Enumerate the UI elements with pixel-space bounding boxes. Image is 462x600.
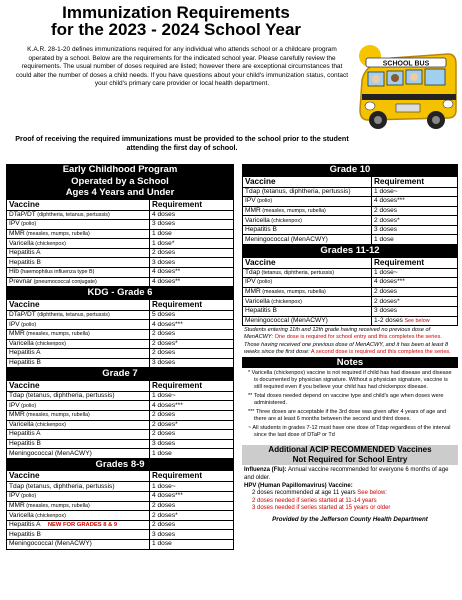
col-requirement: Requirement bbox=[150, 199, 234, 210]
table-row: IPV (polio) 4 doses*** bbox=[243, 278, 458, 288]
acip-header: Additional ACIP RECOMMENDED Vaccines Not Required for School Entry bbox=[242, 445, 458, 465]
table-row: MMR (measles, mumps, rubella) 2 doses bbox=[243, 206, 458, 216]
table-row: IPV (polio) 4 doses*** bbox=[7, 401, 234, 411]
table-row: Hepatitis B 3 doses bbox=[7, 258, 234, 268]
table-row: Hepatitis B 3 doses bbox=[7, 358, 234, 368]
acip-body: Influenza (Flu): Annual vaccine recommended for everyone 6 months of age and older. HPV (Human Papillomavirus) Vaccine: 2 doses recommended at age 11 years See below: 2 doses needed if series started at 11-14 years 3 doses needed if series started at 15 years or older bbox=[244, 467, 449, 512]
kdg-header: KDG - Grade 6 bbox=[6, 287, 234, 299]
table-row: Meningococcal (MenACWY) 1-2 doses See below bbox=[243, 316, 458, 326]
table-row: MMR (measles, mumps, rubella) 2 doses bbox=[7, 329, 234, 339]
school-bus-illustration bbox=[356, 40, 460, 132]
table-row: Varicella (chickenpox) 2 doses* bbox=[7, 420, 234, 430]
grade7-table: Vaccine Requirement Tdap (tetanus, diphtheria, pertussis) 1 dose~ IPV (polio) 4 doses*** MMR (measles, mumps, rubella) 2 doses Varicella (chickenpox) 2 doses* Hepatitis A 2 doses Hepatitis B 3 doses Meningococcal (MenACWY) 1 dose bbox=[6, 380, 234, 459]
title-line-1: Immunization Requirements bbox=[62, 3, 290, 22]
title-line-2: for the 2023 - 2024 School Year bbox=[50, 20, 302, 39]
footer-credit: Provided by the Jefferson County Health Department bbox=[272, 516, 428, 523]
note-item: * Varicella (chickenpox) vaccine is not required if child has had disease and disease is documented by physician signature. Without a physician signature, vaccine is still required even if you believe your child has had chickenpox disease. bbox=[248, 370, 452, 391]
table-row: DTaP/DT (diphtheria, tetanus, pertussis) 5 doses bbox=[7, 310, 234, 320]
notes-list bbox=[242, 368, 458, 443]
col-vaccine: Vaccine bbox=[7, 199, 150, 210]
table-row: Varicella (chickenpox) 2 doses* bbox=[243, 297, 458, 307]
table-row: IPV (polio) 3 doses bbox=[7, 220, 234, 230]
table-row: Hepatitis A NEW FOR GRADES 8 & 9 2 doses bbox=[7, 520, 234, 530]
bus-sign: SCHOOL BUS bbox=[382, 60, 430, 68]
note-item: ~ All students in grades 7-12 must have one dose of Tdap regardless of the interval since the last dose of DTaP or Td bbox=[248, 425, 451, 439]
left-column bbox=[6, 164, 234, 550]
table-row: IPV (polio) 4 doses*** bbox=[7, 492, 234, 502]
table-row: Varicella (chickenpox) 2 doses* bbox=[7, 511, 234, 521]
grade7-header: Grade 7 bbox=[6, 368, 234, 380]
table-row: Hepatitis B 3 doses bbox=[243, 225, 458, 235]
table-row: Hepatitis A 2 doses bbox=[7, 248, 234, 258]
table-row: MMR (measles, mumps, rubella) 2 doses bbox=[7, 501, 234, 511]
table-row: Meningococcal (MenACWY) 1 dose bbox=[7, 449, 234, 459]
table-row: Hepatitis B 3 doses bbox=[7, 439, 234, 449]
note-item: *** Three doses are acceptable if the 3rd dose was given after 4 years of age and there are at least 6 months between the second and third doses. bbox=[248, 409, 447, 423]
table-row: Prevnar (pneumococcal conjugate) 4 doses** bbox=[7, 277, 234, 287]
right-column bbox=[242, 164, 458, 523]
table-row: Varicella (chickenpox) 2 doses* bbox=[7, 339, 234, 349]
table-row: Tdap (tetanus, diphtheria, pertussis) 1 dose~ bbox=[243, 187, 458, 197]
grade89-table: Vaccine Requirement Tdap (tetanus, diphtheria, pertussis) 1 dose~ IPV (polio) 4 doses*** MMR (measles, mumps, rubella) 2 doses Varicella (chickenpox) 2 doses* Hepatitis A NEW FOR GRADES 8 & 9 2 doses Hepatitis B 3 doses Meningococcal (MenACWY) 1 dose bbox=[6, 470, 234, 549]
table-row: Hepatitis B 3 doses bbox=[7, 530, 234, 540]
menacwy-note: Students entering 11th and 12th grade having received no previous dose of MenACWY: One dose is required for school entry and this completes the series. Those having received one previous dose of MenACWY, and it has been at least 8 weeks since the first dose: A second dose is required and this completes the series. bbox=[244, 327, 451, 355]
grade1112-header: Grades 11-12 bbox=[242, 245, 458, 257]
grade10-header: Grade 10 bbox=[242, 164, 458, 176]
table-row: MMR (measles, mumps, rubella) 2 doses bbox=[243, 287, 458, 297]
grade1112-table: Vaccine Requirement Tdap (tetanus, diphtheria, pertussis) 1 dose~ IPV (polio) 4 doses*** MMR (measles, mumps, rubella) 2 doses Varicella (chickenpox) 2 doses* Hepatitis B 3 doses Meningococcal (MenACWY) 1-2 doses See below bbox=[242, 257, 458, 327]
new-for-grades-note: NEW FOR GRADES 8 & 9 bbox=[47, 522, 118, 529]
note-item: ** Total doses needed depend on vaccine type and child's age when doses were administered. bbox=[248, 393, 444, 407]
proof-notice: Proof of receiving the required immunizations must be provided to the school prior to the student attending the first day of school. bbox=[15, 134, 349, 152]
table-row: Varicella (chickenpox) 1 dose* bbox=[7, 239, 234, 249]
notes-header: Notes bbox=[242, 357, 458, 369]
table-row: IPV (polio) 4 doses*** bbox=[243, 197, 458, 207]
table-row: Varicella (chickenpox) 2 doses* bbox=[243, 216, 458, 226]
table-row: Tdap (tetanus, diphtheria, pertussis) 1 dose~ bbox=[7, 391, 234, 401]
table-row: Tdap (tetanus, diphtheria, pertussis) 1 dose~ bbox=[7, 482, 234, 492]
early-childhood-table bbox=[6, 199, 234, 288]
page-title bbox=[0, 4, 352, 38]
table-row: Meningococcal (MenACWY) 1 dose bbox=[7, 540, 234, 550]
early-childhood-header: Early Childhood Program Operated by a School Ages 4 Years and Under bbox=[6, 164, 234, 199]
grade10-table: Vaccine Requirement Tdap (tetanus, diphtheria, pertussis) 1 dose~ IPV (polio) 4 doses*** MMR (measles, mumps, rubella) 2 doses Varicella (chickenpox) 2 doses* Hepatitis B 3 doses Meningococcal (MenACWY) 1 dose bbox=[242, 176, 458, 246]
table-row: DTaP/DT (diphtheria, tetanus, pertussis) 4 doses bbox=[7, 210, 234, 220]
table-row: Hepatitis A 2 doses bbox=[7, 349, 234, 359]
table-row: Hepatitis A 2 doses bbox=[7, 430, 234, 440]
table-row: MMR (measles, mumps, rubella) 1 dose bbox=[7, 229, 234, 239]
kdg-table: Vaccine Requirement DTaP/DT (diphtheria, tetanus, pertussis) 5 doses IPV (polio) 4 doses*** MMR (measles, mumps, rubella) 2 doses Varicella (chickenpox) 2 doses* Hepatitis A 2 doses Hepatitis B 3 doses bbox=[6, 299, 234, 369]
table-row: MMR (measles, mumps, rubella) 2 doses bbox=[7, 411, 234, 421]
grade89-header: Grades 8-9 bbox=[6, 459, 234, 471]
table-row: Meningococcal (MenACWY) 1 dose bbox=[243, 235, 458, 245]
table-row: Hepatitis B 3 doses bbox=[243, 306, 458, 316]
intro-paragraph: K.A.R. 28-1-20 defines immunizations required for any individual who attends school or a childcare program operated by a school. Below are the requirements for the indicated school year. Please carefully review the requirements. The usual number of doses required are listed; however there are exceptional circumstances that could alter the number of doses a child needs. If you have questions about your child's immunization status, contact your child's primary care provider or local health department. bbox=[15, 46, 349, 88]
table-row: Tdap (tetanus, diphtheria, pertussis) 1 dose~ bbox=[243, 268, 458, 278]
table-row: Hib (haemophilus influenza type B) 4 doses** bbox=[7, 268, 234, 278]
table-row: IPV (polio) 4 doses*** bbox=[7, 320, 234, 330]
